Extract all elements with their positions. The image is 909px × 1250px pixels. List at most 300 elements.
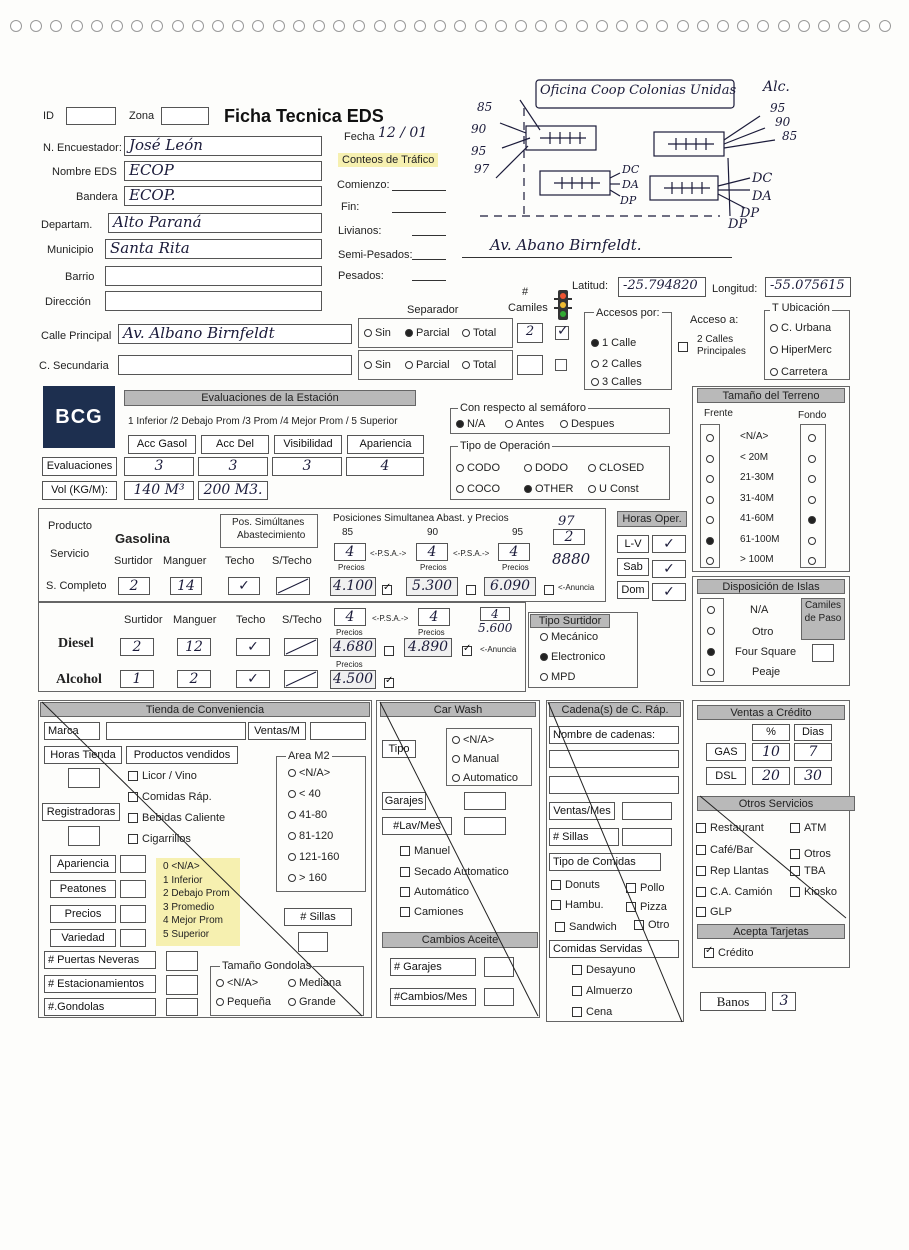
spiral-hole (818, 20, 830, 32)
terreno-size-label: < 20M (740, 451, 769, 463)
ubicacion-title: T Ubicación (772, 302, 830, 314)
horas-sab-check[interactable]: ✓ (652, 560, 686, 578)
direccion-label: Dirección (45, 296, 91, 308)
op-other[interactable]: OTHER (524, 483, 574, 495)
barrio-field[interactable] (105, 266, 322, 286)
spiral-hole (596, 20, 608, 32)
serv-cafe[interactable]: Café/Bar (696, 844, 753, 856)
cadena-servidas-label: Comidas Servidas (549, 940, 679, 958)
spiral-hole (616, 20, 628, 32)
islas-four-radio[interactable] (707, 646, 718, 658)
diesel-priceB-check[interactable] (462, 642, 476, 660)
cadena-nombre-field-2[interactable] (549, 776, 679, 794)
spiral-hole (10, 20, 22, 32)
credito-dsl-label: DSL (706, 767, 746, 785)
tienda-precios-field[interactable] (120, 905, 146, 923)
tienda-gondolas-field[interactable] (166, 998, 198, 1016)
sep1-total[interactable]: Total (462, 327, 496, 339)
spiral-hole (50, 20, 62, 32)
departamento-field[interactable]: Alto Paraná (108, 213, 322, 233)
latitud-label: Latitud: (572, 280, 609, 292)
diesel-precios-label: Precios (336, 628, 363, 637)
pos85-value[interactable]: 4 (334, 543, 366, 561)
spiral-hole (151, 20, 163, 32)
spiral-hole (757, 20, 769, 32)
fin-line[interactable] (392, 212, 446, 213)
bandera-field[interactable]: ECOP. (124, 186, 322, 206)
terreno-size-label: 21-30M (740, 472, 774, 483)
avenue-note: Av. Abano Birnfeldt. (490, 236, 642, 254)
carwash-manuel[interactable]: Manuel (400, 845, 450, 857)
carwash-secado[interactable]: Secado Automatico (400, 866, 509, 878)
tienda-marca-label: Marca (44, 722, 100, 740)
cadena-header: Cadena(s) de C. Ráp. (549, 702, 681, 717)
form-title: Ficha Tecnica EDS (224, 106, 384, 126)
pesados-line[interactable] (412, 280, 446, 281)
diesel-posA[interactable]: 4 (334, 608, 366, 626)
calle-secundaria-field[interactable] (118, 355, 352, 375)
cadena-tipo-label: Tipo de Comidas (549, 853, 661, 871)
alcohol-price-check[interactable] (384, 674, 398, 692)
gas-surtidor-label: Surtidor (114, 555, 153, 567)
alcohol-precios-label: Precios (336, 660, 363, 669)
calle-secundaria-label: C. Secundaria (39, 360, 109, 372)
tienda-precios-label: Precios (50, 905, 116, 923)
terreno-fondo-radio[interactable] (808, 473, 819, 485)
vol-value-2[interactable]: 200 M3. (198, 481, 268, 500)
price90-anuncia-check[interactable] (466, 581, 480, 599)
comienzo-line[interactable] (392, 190, 446, 191)
terreno-frente-radio[interactable] (706, 453, 717, 465)
tienda-peatones-label: Peatones (50, 880, 116, 898)
pos95-value[interactable]: 4 (498, 543, 530, 561)
tamano-gondolas-group (210, 966, 364, 1016)
cadena-ventas-field[interactable] (622, 802, 672, 820)
accesos-1-calle[interactable]: 1 Calle (591, 337, 636, 349)
terreno-fondo-radio[interactable] (808, 453, 819, 465)
spiral-hole (838, 20, 850, 32)
carwash-garajes-field[interactable] (464, 792, 506, 810)
sketch-alc: Alc. (763, 79, 790, 95)
sketch-office-label: Oficina Coop Colonias Unidas (540, 83, 737, 98)
islas-peaje-radio[interactable] (707, 666, 718, 678)
spiral-hole (798, 20, 810, 32)
id-field[interactable] (66, 107, 116, 125)
camiles-paso-field[interactable] (812, 644, 834, 662)
cambios-garajes-label: # Garajes (390, 958, 476, 976)
alcohol-label: Alcohol (56, 672, 102, 687)
terreno-frente-radio[interactable] (706, 494, 717, 506)
terreno-frente-radio[interactable] (706, 555, 717, 567)
sketch-dp2: DP (740, 206, 760, 221)
psa-85: <-P.S.A.-> (370, 549, 407, 558)
tienda-registradoras-field[interactable] (68, 826, 100, 846)
banos-value[interactable]: 3 (772, 992, 796, 1011)
tienda-apariencia-field[interactable] (120, 855, 146, 873)
serv-kiosko[interactable]: Kiosko (790, 886, 837, 898)
pos90-value[interactable]: 4 (416, 543, 448, 561)
sketch-n85: 85 (782, 129, 798, 143)
servicio-label: Servicio (50, 548, 90, 560)
spiral-hole (313, 20, 325, 32)
horas-lv-label: L-V (617, 535, 649, 553)
nombre-eds-label: Nombre EDS (52, 166, 117, 178)
cambios-header: Cambios Aceite (382, 932, 538, 948)
credito-gas-pct[interactable]: 10 (752, 743, 790, 761)
op-closed[interactable]: CLOSED (588, 462, 644, 474)
precios-85-label: Precios (338, 563, 365, 572)
diesel-priceA[interactable]: 4.680 (330, 638, 376, 657)
diesel-priceB[interactable]: 4.890 (404, 638, 452, 657)
ubicacion-urbana[interactable]: C. Urbana (770, 322, 831, 334)
alcohol-stecho-box[interactable] (284, 670, 318, 688)
spiral-hole (293, 20, 305, 32)
serv-otros[interactable]: Otros (790, 848, 831, 860)
evaluaciones-header: Evaluaciones de la Estación (124, 390, 416, 406)
carwash-manual[interactable]: Manual (452, 753, 499, 765)
carwash-camiones[interactable]: Camiones (400, 906, 464, 918)
sketch-da2: DA (752, 189, 772, 204)
credito-gas-label: GAS (706, 743, 746, 761)
islas-na-radio[interactable] (707, 604, 718, 616)
price95-anuncia-check[interactable] (544, 581, 558, 599)
terreno-fondo-radio[interactable] (808, 535, 819, 547)
spiral-hole (273, 20, 285, 32)
tienda-horas-label: Horas Tienda (44, 746, 122, 764)
eval-col-accdel: Acc Del (201, 435, 269, 454)
spiral-hole (636, 20, 648, 32)
terreno-size-label: 41-60M (740, 513, 774, 524)
sketch-l85: 85 (477, 100, 493, 114)
terreno-frente-radio[interactable] (706, 432, 717, 444)
camiles-check-1[interactable]: ✓ (557, 323, 569, 339)
spiral-hole (858, 20, 870, 32)
gas-surtidor-value[interactable]: 2 (118, 577, 150, 595)
acceso-a-label: Acceso a: (690, 314, 739, 326)
evaluaciones-scale: 1 Inferior /2 Debajo Prom /3 Prom /4 Mejor Prom / 5 Superior (128, 416, 398, 427)
pos-simultaneas-label-1: Pos. Simúltanes (232, 517, 305, 528)
tienda-sillas-label: # Sillas (284, 908, 352, 926)
sketch-n95: 95 (770, 101, 786, 115)
tienda-puertas-field[interactable] (166, 951, 198, 971)
spiral-hole (111, 20, 123, 32)
credito-pct-label: % (752, 724, 790, 741)
tienda-area-option[interactable]: 41-80 (288, 809, 327, 821)
serv-ca[interactable]: C.A. Camión (696, 886, 772, 898)
camiles-label: Camiles (508, 302, 548, 314)
tienda-horas-field[interactable] (68, 768, 100, 788)
cadena-nombre-field-1[interactable] (549, 750, 679, 768)
cadena-sandwich[interactable]: Sandwich (555, 921, 617, 933)
pesados-label: Pesados: (338, 270, 384, 282)
tienda-area-option[interactable]: 121-160 (288, 851, 339, 863)
tarjeta-credito[interactable]: ✓Crédito (704, 947, 753, 959)
longitud-field[interactable]: -55.075615 (765, 277, 851, 297)
carwash-lav-label: #Lav/Mes (382, 817, 452, 835)
municipio-label: Municipio (47, 244, 94, 256)
camiles-field-2[interactable] (517, 355, 543, 375)
direccion-field[interactable] (105, 291, 322, 311)
semaforo-antes[interactable]: Antes (505, 418, 544, 430)
cadena-desayuno[interactable]: Desayuno (572, 964, 636, 976)
credito-dsl-dias[interactable]: 30 (794, 767, 832, 785)
encuestador-label: N. Encuestador: (43, 142, 122, 154)
horas-dom-label: Dom (617, 581, 649, 599)
tienda-ventas-field[interactable] (310, 722, 366, 740)
serv-glp[interactable]: GLP (696, 906, 732, 918)
islas-header: Disposición de Islas (697, 579, 845, 594)
spiral-hole (71, 20, 83, 32)
tienda-bebidas[interactable]: Bebidas Caliente (128, 812, 225, 824)
horas-lv-check[interactable]: ✓ (652, 535, 686, 553)
sep2-sin[interactable]: Sin (364, 359, 391, 371)
semipesados-label: Semi-Pesados: (338, 249, 413, 261)
tienda-sillas-field[interactable] (298, 932, 328, 952)
islas-peaje: Peaje (752, 666, 781, 678)
diesel-priceC: 5.600 (478, 621, 513, 635)
horas-dom-check[interactable]: ✓ (652, 583, 686, 601)
cadena-hambu[interactable]: Hambu. (551, 899, 604, 911)
tienda-area-option[interactable]: < 40 (288, 788, 321, 800)
sketch-n90: 90 (775, 115, 791, 129)
encuestador-field[interactable]: José León (124, 136, 322, 156)
id-label: ID (43, 110, 54, 122)
sketch-l95: 95 (471, 144, 487, 158)
servicios-header: Otros Servicios (697, 796, 855, 811)
tienda-scale-item: 3 Promedio (163, 901, 215, 913)
livianos-line[interactable] (412, 235, 446, 236)
sketch-l90: 90 (471, 122, 487, 136)
tienda-gondolas-label: #.Gondolas (44, 998, 156, 1016)
op-coco[interactable]: COCO (456, 483, 500, 495)
cadena-pizza[interactable]: Pizza (626, 901, 667, 913)
diesel-manguer-value[interactable]: 12 (177, 638, 211, 656)
nombre-eds-field[interactable]: ECOP (124, 161, 322, 181)
sep2-parcial[interactable]: Parcial (405, 359, 450, 371)
gondola-grande[interactable]: Grande (288, 996, 336, 1008)
islas-na: N/A (750, 604, 769, 616)
serv-restaurant[interactable]: Restaurant (696, 822, 764, 834)
cambios-mes-field[interactable] (484, 988, 514, 1006)
semaforo-despues[interactable]: Despues (560, 418, 614, 430)
op-dodo[interactable]: DODO (524, 462, 568, 474)
surtidor-mpd[interactable]: MPD (540, 671, 575, 683)
eval-apariencia-value[interactable]: 4 (346, 457, 424, 476)
cadena-sillas-field[interactable] (622, 828, 672, 846)
tienda-comidas[interactable]: Comidas Ráp. (128, 791, 212, 803)
spiral-hole (656, 20, 668, 32)
carwash-na[interactable]: <N/A> (452, 734, 494, 746)
diesel-surtidor-value[interactable]: 2 (120, 638, 154, 656)
tienda-area-option[interactable]: > 160 (288, 872, 327, 884)
alcohol-surtidor-value[interactable]: 1 (120, 670, 154, 688)
serv-rep[interactable]: Rep Llantas (696, 865, 769, 877)
terreno-fondo-radio[interactable] (808, 432, 819, 444)
alcohol-price[interactable]: 4.500 (330, 670, 376, 689)
tienda-variedad-field[interactable] (120, 929, 146, 947)
eval-col-visibilidad: Visibilidad (274, 435, 342, 454)
gas-stecho-box[interactable] (276, 577, 310, 595)
accesos-2-calles[interactable]: 2 Calles (591, 358, 642, 370)
cadena-pollo[interactable]: Pollo (626, 882, 664, 894)
tienda-scale-item: 1 Inferior (163, 874, 203, 886)
price95-value[interactable]: 6.090 (484, 577, 536, 596)
bandera-label: Bandera (76, 191, 118, 203)
spiral-hole (333, 20, 345, 32)
sep1-parcial[interactable]: Parcial (405, 327, 450, 339)
gas-techo-check[interactable]: ✓ (228, 577, 260, 595)
terreno-frente-radio[interactable] (706, 535, 717, 547)
diesel-stecho-box[interactable] (284, 638, 318, 656)
serv-tba[interactable]: TBA (790, 865, 825, 877)
horas-sab-label: Sab (617, 558, 649, 576)
credito-dsl-pct[interactable]: 20 (752, 767, 790, 785)
eval-accdel-value[interactable]: 3 (198, 457, 268, 476)
accesos-3-calles[interactable]: 3 Calles (591, 376, 642, 388)
gondola-na[interactable]: <N/A> (216, 977, 258, 989)
tienda-cigarrillos[interactable]: Cigarrillos (128, 833, 191, 845)
diesel-techo-check[interactable]: ✓ (236, 638, 270, 656)
tienda-puertas-label: # Puertas Neveras (44, 951, 156, 969)
semaforo-title: Con respecto al semáforo (460, 402, 586, 414)
camiles-hash: # (522, 286, 529, 298)
latitud-field[interactable]: -25.794820 (618, 277, 706, 297)
vol-value-1[interactable]: 140 M³ (124, 481, 194, 500)
spiral-hole (172, 20, 184, 32)
surtidor-mecanico[interactable]: Mecánico (540, 631, 598, 643)
oct85-label: 85 (342, 527, 354, 538)
bcg-logo: BCG (43, 386, 115, 448)
pos97-value[interactable]: 2 (553, 529, 585, 545)
diesel-posC[interactable]: 4 (480, 607, 510, 621)
terreno-frente-radio[interactable] (706, 514, 717, 526)
spiral-hole (879, 20, 891, 32)
cadena-almuerzo[interactable]: Almuerzo (572, 985, 632, 997)
eval-col-apariencia: Apariencia (347, 435, 424, 454)
tienda-area-option[interactable]: <N/A> (288, 767, 330, 779)
camiles-value[interactable]: 2 (517, 323, 543, 343)
terreno-fondo-radio[interactable] (808, 514, 819, 526)
eval-accgasol-value[interactable]: 3 (124, 457, 194, 476)
gondola-pequena[interactable]: Pequeña (216, 996, 271, 1008)
islas-otro-radio[interactable] (707, 625, 718, 637)
cambios-mes-label: #Cambios/Mes (390, 988, 476, 1006)
tienda-scale-item: 5 Superior (163, 928, 210, 940)
carwash-automatico[interactable]: Automatico (452, 772, 518, 784)
comienzo-label: Comienzo: (337, 179, 390, 191)
carwash-header: Car Wash (380, 702, 536, 717)
gasolina-label: Gasolina (115, 531, 170, 546)
accesos-title: Accesos por: (596, 307, 660, 319)
precios-95-label: Precios (502, 563, 529, 572)
tarjetas-header: Acepta Tarjetas (697, 924, 845, 939)
price85-anuncia-check[interactable] (382, 581, 396, 599)
sketch-da1: DA (622, 178, 639, 191)
tienda-licor[interactable]: Licor / Vino (128, 770, 197, 782)
oct97-label: 97 (558, 514, 575, 529)
semaforo-na[interactable]: N/A (456, 418, 485, 430)
tienda-registradoras-label: Registradoras (42, 803, 120, 821)
sketch-dp3: DP (728, 217, 748, 232)
precios-90-label: Precios (420, 563, 447, 572)
price90-value[interactable]: 5.300 (406, 577, 458, 596)
gas-stecho-label: S/Techo (272, 555, 312, 567)
surtidor-electronico[interactable]: Electronico (540, 651, 605, 663)
cambios-garajes-field[interactable] (484, 957, 514, 977)
zona-label: Zona (129, 110, 155, 122)
diesel-posB[interactable]: 4 (418, 608, 450, 626)
serv-atm[interactable]: ATM (790, 822, 826, 834)
tienda-scale-item: 2 Debajo Prom (163, 888, 230, 899)
spiral-hole (353, 20, 365, 32)
operacion-title: Tipo de Operación (460, 440, 551, 452)
cadena-otro[interactable]: Otro (634, 919, 669, 931)
alcohol-techo-check[interactable]: ✓ (236, 670, 270, 688)
surtidor-header: Tipo Surtidor (530, 614, 610, 628)
spiral-hole (697, 20, 709, 32)
carwash-automatico-chk[interactable]: Automático (400, 886, 469, 898)
municipio-field[interactable]: Santa Rita (105, 239, 322, 259)
diesel-precios-label-b: Precios (418, 628, 445, 637)
ubicacion-hiper[interactable]: HiperMerc (770, 344, 832, 356)
sep1-sin[interactable]: Sin (364, 327, 391, 339)
terreno-fondo-radio[interactable] (808, 555, 819, 567)
camiles-check-2[interactable] (555, 359, 567, 371)
gas-manguer-value[interactable]: 14 (170, 577, 202, 595)
departamento-label: Departam. (41, 219, 93, 231)
spiral-hole (717, 20, 729, 32)
cadena-donuts[interactable]: Donuts (551, 879, 600, 891)
sep2-total[interactable]: Total (462, 359, 496, 371)
carwash-lav-field[interactable] (464, 817, 506, 835)
price85-value[interactable]: 4.100 (330, 577, 376, 596)
diesel-priceA-check[interactable] (384, 642, 398, 660)
calle-principal-field[interactable]: Av. Albano Birnfeldt (118, 324, 352, 344)
spiral-hole (576, 20, 588, 32)
terreno-frente-radio[interactable] (706, 473, 717, 485)
spiral-hole (677, 20, 689, 32)
tienda-peatones-field[interactable] (120, 880, 146, 898)
spiral-hole (232, 20, 244, 32)
credito-dias-label: Dias (794, 724, 832, 741)
semipesados-line[interactable] (412, 259, 446, 260)
tienda-estacionamientos-field[interactable] (166, 975, 198, 995)
carwash-garajes-label: Garajes (382, 792, 426, 810)
diesel-techo-label: Techo (236, 614, 266, 626)
oct90-label: 90 (427, 527, 439, 538)
op-codo[interactable]: CODO (456, 462, 500, 474)
zona-field[interactable] (161, 107, 209, 125)
credito-gas-dias[interactable]: 7 (794, 743, 832, 761)
tienda-variedad-label: Variedad (50, 929, 116, 947)
tienda-marca-field[interactable] (106, 722, 246, 740)
terreno-fondo-radio[interactable] (808, 494, 819, 506)
gondola-mediana[interactable]: Mediana (288, 977, 341, 989)
tamano-gondolas-label: Tamaño Gondolas (222, 960, 312, 972)
alcohol-manguer-value[interactable]: 2 (177, 670, 211, 688)
acceso-principales-check[interactable] (678, 338, 692, 356)
spiral-hole (495, 20, 507, 32)
sketch-dp1: DP (620, 194, 637, 207)
tienda-area-option[interactable]: 81-120 (288, 830, 333, 842)
cadena-cena[interactable]: Cena (572, 1006, 612, 1018)
acceso-2calles: 2 Calles (697, 334, 734, 345)
eval-visibilidad-value[interactable]: 3 (272, 457, 342, 476)
pos-precios-label: Posiciones Simultanea Abast. y Precios (333, 513, 509, 524)
ubicacion-carretera[interactable]: Carretera (770, 366, 827, 378)
diesel-manguer-label: Manguer (173, 614, 217, 626)
op-uconst[interactable]: U Const (588, 483, 639, 495)
